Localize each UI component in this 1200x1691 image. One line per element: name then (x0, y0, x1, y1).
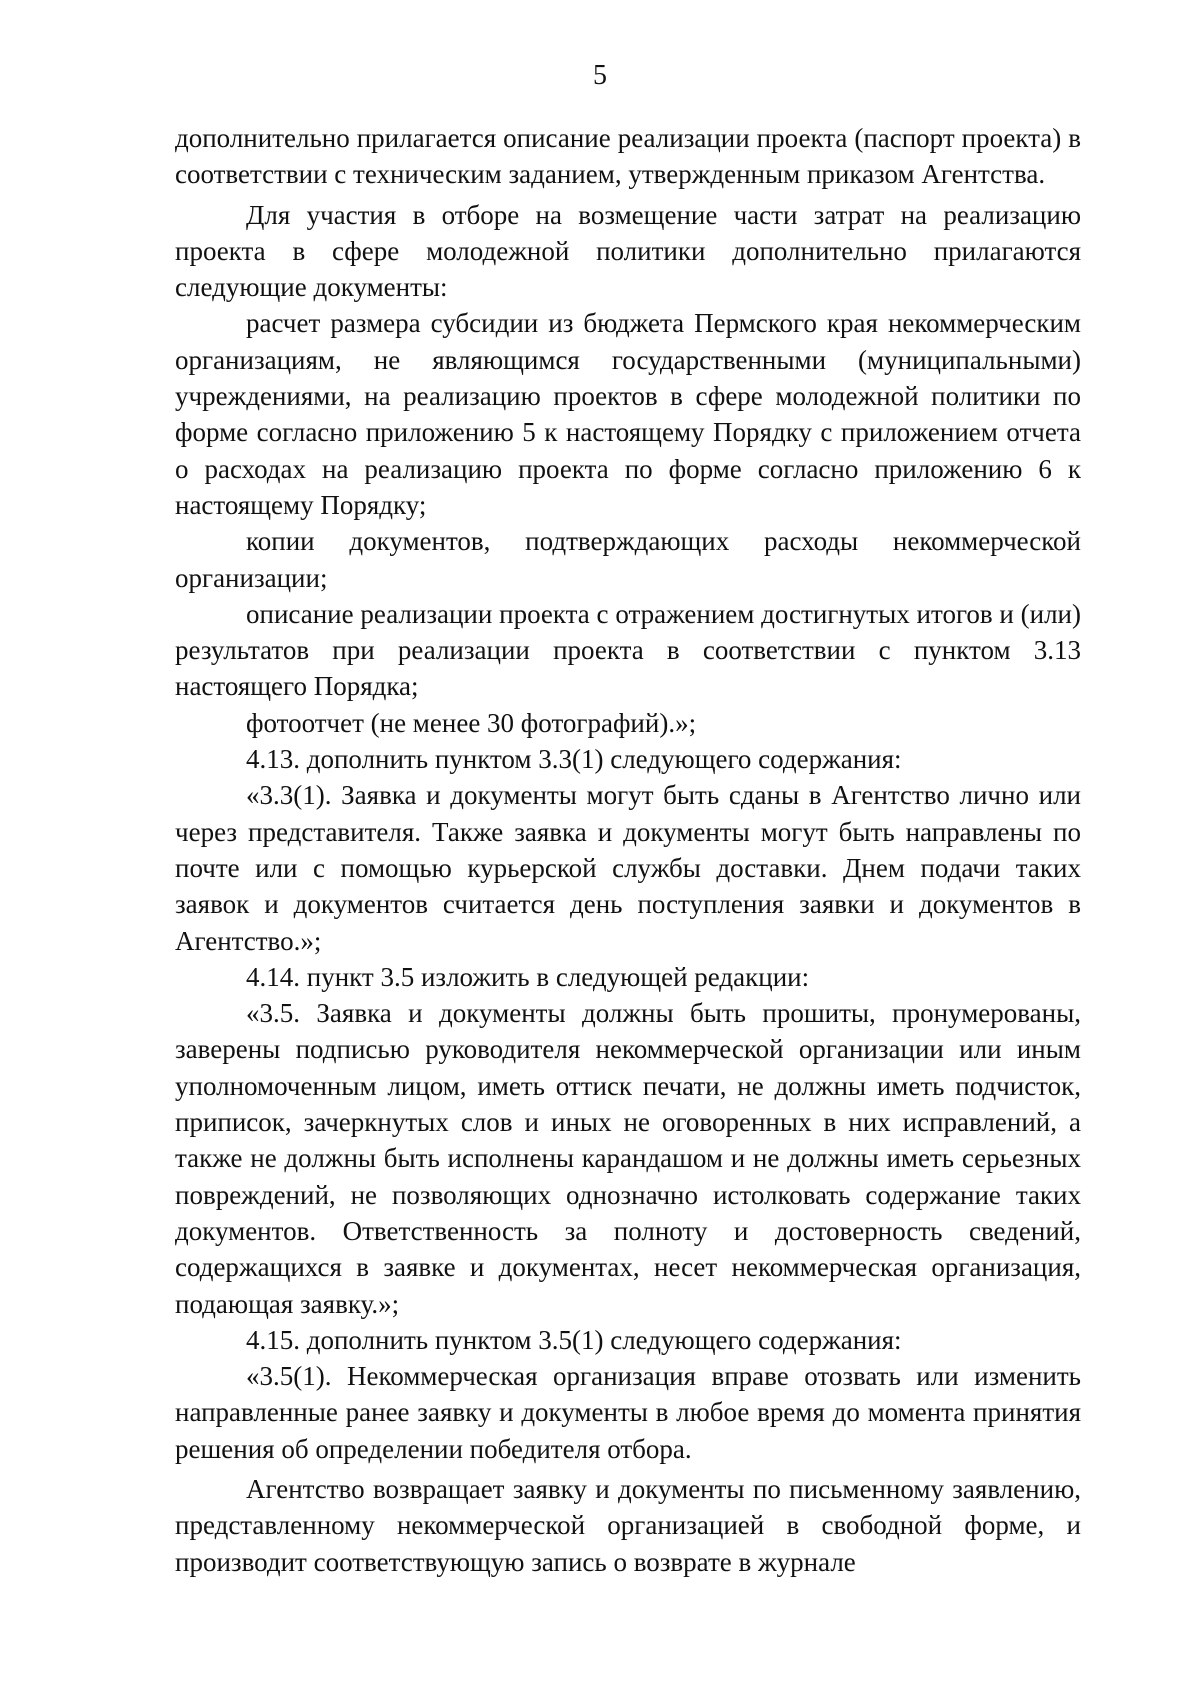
paragraph-agency-return: Агентство возвращает заявку и документы по письменному заявлению, представленному некоммерческой организацией в свободной форме, и производит соответствующую запись о возврате в журнале (175, 1473, 1081, 1577)
paragraph-project-description: описание реализации проекта с отражением достигнутых итогов и (или) результатов при реализации проекта в соответствии с пунктом 3.13 настоящего Порядка; (175, 598, 1081, 702)
document-body (175, 120, 1081, 1580)
paragraph-subsidy-calculation: расчет размера субсидии из бюджета Пермского края некоммерческим организациям, не являющимся государственными (муниципальными) учреждениями, на реализацию проектов в сфере молодежной политики по форме согласно приложению 5 к настоящему Порядку с приложением отчета о расходах на реализацию проекта по форме согласно приложению 6 к настоящему Порядку; (175, 308, 1081, 520)
paragraph-continuation: дополнительно прилагается описание реализации проекта (паспорт проекта) в соответствии с техническим заданием, утвержденным приказом Агентства. (175, 123, 1081, 190)
paragraph-clause-3-5-1: «3.5(1). Некоммерческая организация вправе отозвать или изменить направленные ранее заявку и документы в любое время до момента принятия решения об определении победителя отбора. (175, 1361, 1081, 1464)
paragraph-photo-report: фотоотчет (не менее 30 фотографий).»; (246, 707, 697, 738)
paragraph-expense-copies: копии документов, подтверждающих расходы некоммерческой организации; (175, 526, 1081, 593)
paragraph-participation: Для участия в отборе на возмещение части затрат на реализацию проекта в сфере молодежной политики дополнительно прилагаются следующие документы: (175, 199, 1081, 303)
paragraph-clause-3-5: «3.5. Заявка и документы должны быть прошиты, пронумерованы, заверены подписью руководителя некоммерческой организации или иным уполномоченным лицом, иметь оттиск печати, не должны иметь подчисток, приписок, зачеркнутых слов и иных не оговоренных в них исправлений, а также не должны быть исполнены карандашом и не должны иметь серьезных повреждений, не позволяющих однозначно истолковать содержание таких документов. Ответственность за полноту и достоверность сведений, содержащихся в заявке и документах, несет некоммерческая организация, подающая заявку.»; (175, 998, 1081, 1319)
paragraph-clause-3-3-1: «3.3(1). Заявка и документы могут быть сданы в Агентство лично или через представителя. Также заявка и документы могут быть направлены по почте или с помощью курьерской службы доставки. Днем подачи таких заявок и документов считается день поступления заявки и документов в Агентство.»; (175, 780, 1081, 956)
paragraph-item-4-13: 4.13. дополнить пунктом 3.3(1) следующего содержания: (246, 744, 902, 775)
paragraph-item-4-14: 4.14. пункт 3.5 изложить в следующей редакции: (246, 961, 810, 992)
page-number: 5 (593, 60, 607, 91)
paragraph-item-4-15: 4.15. дополнить пунктом 3.5(1) следующего содержания: (246, 1324, 902, 1355)
